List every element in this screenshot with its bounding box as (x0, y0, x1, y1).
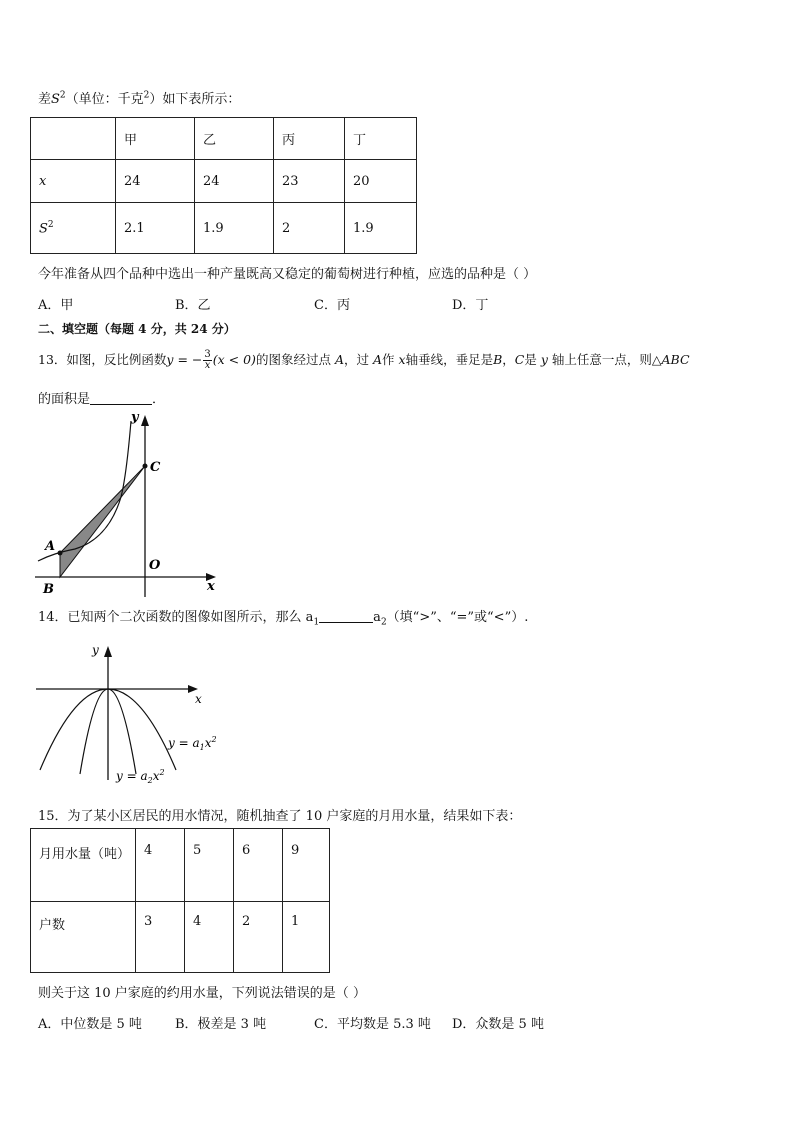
table-row (31, 902, 330, 973)
x-label: x (207, 579, 215, 594)
table-cell: 甲 (116, 118, 195, 160)
q12-option-a: A．甲 (38, 298, 74, 313)
table-cell: 20 (345, 160, 417, 203)
label-a1: $y = a_1x^2$ (168, 735, 217, 752)
q12-option-d: D．丁 (452, 298, 489, 313)
q15-option-a: A．中位数是 5 吨 (38, 1017, 142, 1032)
table-cell: 月用水量（吨） (31, 829, 136, 902)
a-label: A (45, 539, 56, 554)
answer-blank (319, 610, 373, 623)
water-usage-table (30, 828, 330, 973)
table-cell: 3 (136, 902, 185, 973)
intro-line: 差$S^2$（单位：千克$^2$）如下表所示： (38, 90, 241, 107)
table-row (31, 829, 330, 902)
table-cell: 4 (136, 829, 185, 902)
y-axis-arrow (141, 415, 149, 426)
fraction: $\frac{3}{x}$ (204, 349, 211, 371)
table-cell (31, 118, 116, 160)
table-cell: 6 (234, 829, 283, 902)
table-cell: 1.9 (195, 203, 274, 254)
table-cell: 户数 (31, 902, 136, 973)
q13-question: 13．如图，反比例函数y = − $\frac{3}{x}$ (x < 0)的图象经过点 A，过 A作 x轴垂线，垂足是B，C是 y 轴上任意一点，则△ABC (38, 349, 690, 371)
y-label: y (92, 643, 99, 657)
table-cell: 2.1 (116, 203, 195, 254)
q15-option-d: D．众数是 5 吨 (452, 1017, 544, 1032)
table-cell: 5 (185, 829, 234, 902)
q13-line2: 的面积是 ． (38, 392, 166, 407)
table-cell: 9 (283, 829, 330, 902)
answer-blank (90, 392, 152, 405)
q14-figure (34, 640, 234, 785)
table-cell: 丙 (274, 118, 345, 160)
table-cell: 1.9 (345, 203, 417, 254)
table-cell: $S^2$ (31, 203, 116, 254)
table-cell: 1 (283, 902, 330, 973)
q15-question: 15．为了某小区居民的用水情况，随机抽查了 10 户家庭的月用水量，结果如下表： (38, 809, 522, 824)
q12-option-b: B．乙 (175, 298, 211, 313)
q12-option-c: C．丙 (314, 298, 350, 313)
q15-option-b: B．极差是 3 吨 (175, 1017, 267, 1032)
x-label: x (195, 692, 202, 706)
point-a (58, 551, 63, 556)
table-row (31, 203, 417, 254)
section-title: 二、填空题（每题 4 分，共 24 分） (38, 322, 236, 336)
triangle-abc (60, 466, 145, 577)
b-label: B (43, 582, 54, 597)
table-cell: 2 (274, 203, 345, 254)
table-cell: 2 (234, 902, 283, 973)
o-label: O (149, 558, 161, 573)
table-row (31, 160, 417, 203)
q14-question: 14．已知两个二次函数的图像如图所示，那么 $a_1$ $a_2$（填“>”、“=”或“<”）. (38, 610, 529, 628)
q15-followup: 则关于这 10 户家庭的约用水量，下列说法错误的是（ ） (38, 986, 366, 1001)
table-cell: 丁 (345, 118, 417, 160)
q15-option-c: C．平均数是 5.3 吨 (314, 1017, 431, 1032)
q13-figure (30, 405, 230, 600)
variety-table (30, 117, 417, 254)
table-cell: 24 (116, 160, 195, 203)
table-cell: 23 (274, 160, 345, 203)
point-c (143, 464, 148, 469)
y-label: y (131, 410, 139, 425)
label-a2: $y = a_2x^2$ (116, 768, 165, 785)
table-header-row (31, 118, 417, 160)
table-cell: x (31, 160, 116, 203)
table-cell: 24 (195, 160, 274, 203)
table-cell: 4 (185, 902, 234, 973)
q12-question: 今年准备从四个品种中选出一种产量既高又稳定的葡萄树进行种植，应选的品种是（ ） (38, 267, 537, 282)
c-label: C (150, 460, 161, 475)
table-cell: 乙 (195, 118, 274, 160)
y-axis-arrow (104, 646, 112, 657)
